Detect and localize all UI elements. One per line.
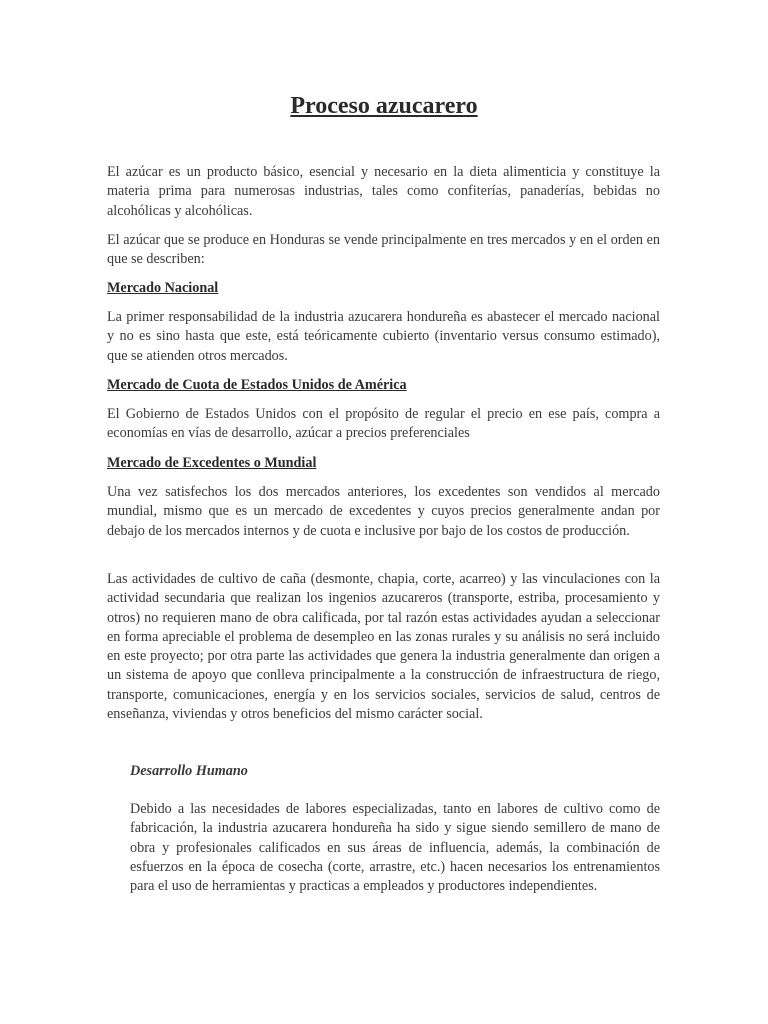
intro-paragraph-2: El azúcar que se produce en Honduras se vende principalmente en tres mercados y en el orden en que se describen:: [107, 232, 660, 268]
section-heading-mercado-excedentes: Mercado de Excedentes o Mundial: [107, 455, 317, 471]
intro-paragraph-1: El azúcar es un producto básico, esencial y necesario en la dieta alimenticia y constituye la materia prima para numerosas industrias, tales como confiterías, panaderías, bebidas no alcohólicas y alcohólicas.: [107, 164, 660, 219]
section-text-mercado-excedentes: Una vez satisfechos los dos mercados anteriores, los excedentes son vendidos al mercado mundial, mismo que es un mercado de excedentes y cuyos precios generalmente andan por debajo de los mercados internos y de cuota e inclusive por bajo de los costos de producción.: [107, 484, 660, 539]
section-heading-mercado-cuota: Mercado de Cuota de Estados Unidos de América: [107, 377, 407, 393]
subsection-heading-desarrollo-humano: Desarrollo Humano: [130, 763, 248, 779]
section-text-mercado-cuota: El Gobierno de Estados Unidos con el propósito de regular el precio en ese país, compra a economías en vías de desarrollo, azúcar a precios preferenciales: [107, 406, 660, 442]
section-heading-mercado-nacional: Mercado Nacional: [107, 280, 219, 296]
section-text-actividades: Las actividades de cultivo de caña (desmonte, chapia, corte, acarreo) y las vinculaciones con la actividad secundaria que realizan los ingenios azucareros (transporte, estriba, procesamiento y otros) no requieren mano de obra calificada, por tal razón estas actividades ayudan a seleccionar en forma apreciable el problema de desempleo en las zonas rurales y su análisis no será incluido en este proyecto; por otra parte las actividades que genera la industria generalmente dan origen a un sistema de apoyo que conlleva principalmente a la construcción de infraestructura de riego, transporte, comunicaciones, energía y en los servicios sociales, servicios de salud, centros de enseñanza, viviendas y otros beneficios del mismo carácter social.: [107, 571, 660, 723]
document-title: Proceso azucarero: [290, 93, 478, 119]
subsection-text-desarrollo-humano: Debido a las necesidades de labores especializadas, tanto en labores de cultivo como de fabricación, la industria azucarera hondureña ha sido y sigue siendo semillero de mano de obra y profesionales calificados en sus áreas de influencia, además, la combinación de esfuerzos en la época de cosecha (corte, arrastre, etc.) hacen necesarios los entrenamientos para el uso de herramientas y practicas a empleados y productores independientes.: [130, 801, 660, 895]
section-text-mercado-nacional: La primer responsabilidad de la industria azucarera hondureña es abastecer el mercado nacional y no es sino hasta que este, está teóricamente cubierto (inventario versus consumo estimado), que se atienden otros mercados.: [107, 309, 660, 364]
